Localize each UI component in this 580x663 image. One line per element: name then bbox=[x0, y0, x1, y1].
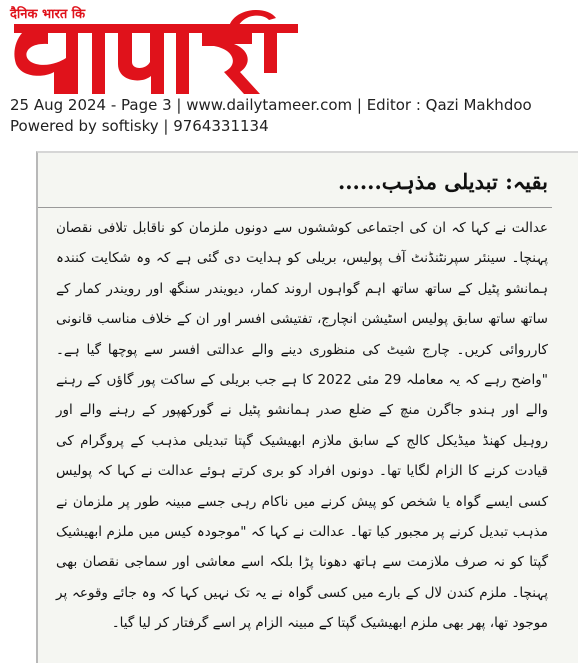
article-clipping bbox=[36, 151, 578, 663]
article-paragraph: عدالت نے کہا کہ ان کی اجتماعی کوششوں سے دونوں ملزمان کو ناقابل تلافی نقصان پہنچا۔ سینئر سپرنٹنڈنٹ آف پولیس، بریلی کو ہدایت دی گئی ہے کہ وہ شکایت کنندہ ہمانشو پٹیل کے ساتھ ساتھ اہم گواہوں اروند کمار، دیویندر سنگھ اور رویندر کمار کے ساتھ ساتھ سابق پولیس اسٹیشن انچارج، تفتیشی افسر اور ان کے خلاف مناسب قانونی کارروائی کریں۔ چارج شیٹ کی منظوری دینے والے عدالتی افسر سے پوچھا گیا ہے۔ "واضح رہے کہ یہ معاملہ 29 مئی 2022 کا ہے جب بریلی کے ساکت پور گاؤں کے رہنے والے اور ہندو جاگرن منچ کے ضلع صدر ہمانشو پٹیل نے گورکھپور کے رہنے والے اور روہیل کھنڈ میڈیکل کالج کے سابق ملازم ابھیشیک گپتا تبدیلی مذہب کے پروگرام کی قیادت کرنے کا الزام لگایا تھا۔ دونوں افراد کو بری کرتے ہوئے عدالت نے کہا کہ پولیس کسی ایسے گواہ یا شخص کو پیش کرنے میں ناکام رہی جسے مبینہ طور پر ملزمان نے مذہب تبدیل کرنے پر مجبور کیا تھا۔ عدالت نے کہا کہ "موجودہ کیس میں ملزم ابھیشیک گپتا کو نہ صرف ملازمت سے ہاتھ دھونا پڑا بلکہ اسے معاشی اور سماجی نقصان بھی پہنچا۔ ملزم کندن لال کے بارے میں کسی گواہ نے یہ تک نہیں کہا کہ وہ جائے وقوعہ پر موجود تھا، پھر بھی ملزم ابھیشیک گپتا کے مبینہ الزام پر اسے گرفتار کر لیا گیا۔ bbox=[56, 220, 548, 632]
edition-info-line: 25 Aug 2024 - Page 3 | www.dailytameer.com | Editor : Qazi Makhdoo bbox=[10, 96, 532, 114]
article-body bbox=[56, 213, 548, 639]
title-divider bbox=[36, 207, 552, 208]
article-title: بقیہ: تبدیلی مذہب...... bbox=[337, 169, 548, 194]
masthead bbox=[0, 0, 580, 142]
powered-by-line: Powered by softisky | 9764331134 bbox=[10, 117, 269, 135]
tagline: दैनिक भारत कि bbox=[10, 7, 86, 22]
